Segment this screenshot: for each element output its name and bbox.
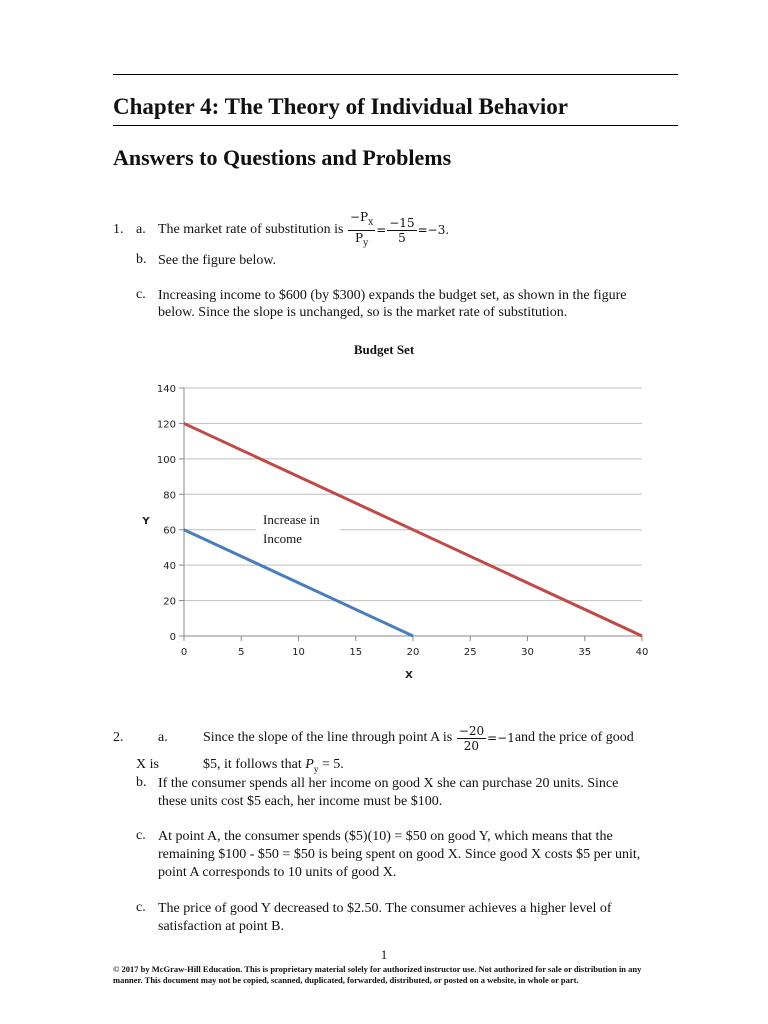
q1-a-frac1-den-sub: y bbox=[363, 237, 369, 248]
q2-a-tail: and the price of good bbox=[514, 730, 634, 745]
x-tick-label-25: 25 bbox=[463, 647, 477, 658]
chapter-title: Chapter 4: The Theory of Individual Behavior bbox=[113, 94, 568, 119]
q1-number: 1. bbox=[113, 222, 124, 237]
q1-a-frac1-num: −P bbox=[349, 210, 369, 225]
x-tick-label-35: 35 bbox=[578, 647, 592, 658]
q1-b-text: See the figure below. bbox=[158, 253, 277, 268]
q2-a-label: a. bbox=[158, 730, 168, 745]
section-title: Answers to Questions and Problems bbox=[113, 145, 452, 170]
y-tick-label-60: 60 bbox=[163, 525, 176, 537]
q1-a-eq2: =−3. bbox=[417, 223, 450, 237]
q1-b-label: b. bbox=[136, 252, 147, 267]
y-tick-label-0: 0 bbox=[169, 632, 176, 643]
y-tick-label-20: 20 bbox=[163, 596, 176, 608]
q2-a-xis: X is bbox=[136, 757, 159, 772]
q1-a-frac2-num: −15 bbox=[389, 215, 415, 230]
q2-d-line1: The price of good Y decreased to $2.50. The consumer achieves a higher level of bbox=[158, 901, 612, 916]
footer-line1: © 2017 by McGraw-Hill Education. This is proprietary material solely for authorized instructor use. Not authorized for sale or distribution in any bbox=[113, 964, 642, 974]
q1-a-frac1-num-sub: x bbox=[368, 217, 374, 228]
q2-a-eq: =−1 bbox=[487, 731, 515, 745]
y-tick-label-140: 140 bbox=[156, 384, 176, 395]
annotation-line2: Income bbox=[263, 531, 302, 546]
q2-b-label: b. bbox=[136, 775, 147, 790]
chart-title: Budget Set bbox=[353, 342, 415, 357]
page-number: 1 bbox=[380, 947, 388, 962]
q2-d-line2: satisfaction at point B. bbox=[158, 919, 284, 934]
q1-a-lead: The market rate of substitution is bbox=[158, 222, 344, 237]
q2-a-py-sub: y bbox=[313, 763, 319, 774]
q1-a-label: a. bbox=[136, 222, 146, 237]
q1-c-label: c. bbox=[136, 287, 146, 302]
q2-c-line2: remaining $100 - $50 = $50 is being spent on good X. Since good X costs $5 per unit, bbox=[158, 847, 641, 862]
x-tick-label-5: 5 bbox=[238, 647, 245, 658]
q2-a-py: P bbox=[305, 757, 314, 772]
q2-b-line2: these units cost $5 each, her income must be $100. bbox=[158, 794, 443, 809]
q1-a-frac1-den: P bbox=[354, 230, 364, 245]
x-axis-label: X bbox=[405, 670, 413, 681]
q2-a-frac-den: 20 bbox=[463, 738, 480, 753]
q2-a-fraction bbox=[457, 724, 486, 753]
q1-a-eq1: = bbox=[376, 223, 387, 237]
q2-d-label: c. bbox=[136, 900, 146, 915]
q2-a-text bbox=[203, 716, 634, 760]
copyright-footer bbox=[113, 964, 673, 986]
q2-c-line1: At point A, the consumer spends ($5)(10) = $50 on good Y, which means that the bbox=[158, 829, 613, 844]
y-tick-label-80: 80 bbox=[163, 490, 176, 502]
q2-c-label: c. bbox=[136, 828, 146, 843]
q1-c-line2: below. Since the slope is unchanged, so is the market rate of substitution. bbox=[158, 305, 568, 320]
y-tick-label-40: 40 bbox=[163, 561, 176, 573]
q2-c-line3: point A corresponds to 10 units of good X. bbox=[158, 865, 397, 880]
x-tick-label-0: 0 bbox=[180, 647, 188, 658]
q2-a-frac-num: −20 bbox=[458, 723, 485, 738]
x-tick-label-10: 10 bbox=[292, 647, 305, 658]
footer-line2: manner. This document may not be copied, scanned, duplicated, forwarded, distributed, or posted on a website, in whole or part. bbox=[113, 975, 579, 985]
q2-a-line2-lead: $5, it follows that bbox=[203, 757, 302, 772]
annotation-line1: Increase in bbox=[263, 512, 320, 527]
x-tick-label-20: 20 bbox=[406, 647, 420, 658]
q2-number: 2. bbox=[113, 730, 124, 745]
y-tick-label-120: 120 bbox=[156, 419, 176, 431]
y-axis-label: Y bbox=[142, 516, 150, 527]
q1-c-line1: Increasing income to $600 (by $300) expands the budget set, as shown in the figure bbox=[158, 288, 627, 303]
q2-a-py-val: = 5. bbox=[318, 757, 344, 772]
q1-a-frac2-den: 5 bbox=[398, 230, 406, 245]
q2-a-lead: Since the slope of the line through point A is bbox=[203, 730, 453, 745]
x-tick-label-15: 15 bbox=[349, 647, 363, 658]
x-tick-label-30: 30 bbox=[521, 647, 534, 658]
x-tick-label-40: 40 bbox=[635, 647, 649, 658]
y-tick-label-100: 100 bbox=[156, 454, 176, 466]
q2-b-line1: If the consumer spends all her income on good X she can purchase 20 units. Since bbox=[158, 776, 619, 791]
